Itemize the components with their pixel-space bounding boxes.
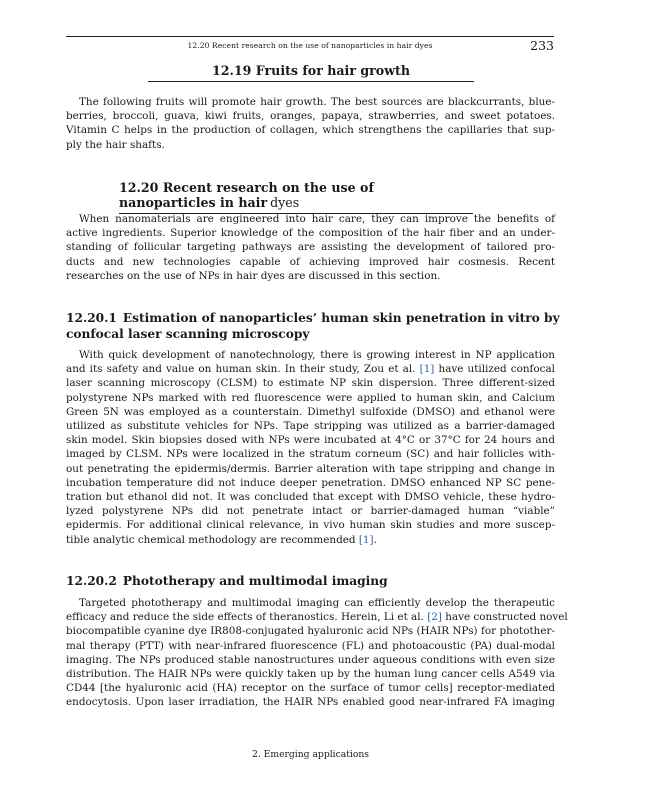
paragraph-nanomaterials <box>66 212 555 283</box>
text-line: distribution. The HAIR NPs were quickly taken up by the human lung cancer cells A549 via <box>66 668 555 681</box>
text-segment: . <box>373 533 377 546</box>
section-title-text: 12.20 Recent research on the use of nanoparticles in hair <box>119 180 374 210</box>
text-line: researches on the use of NPs in hair dyes are discussed in this section. <box>66 269 441 282</box>
subsection-number: 12.20.2 <box>66 574 117 588</box>
text-line: When nanomaterials are engineered into hair care, they can improve the benefits of <box>79 213 555 225</box>
section-title-text: 12.19 Fruits for hair growth <box>211 63 411 78</box>
text-line: utilized as substitute vehicles for NPs. Tape stripping was utilized as a barrier-damaged <box>66 420 555 433</box>
text-line: Vitamin C helps in the production of collagen, which strengthens the capillaries that sup- <box>66 124 555 137</box>
citation-link[interactable]: [1] <box>358 533 374 546</box>
subsection-12-20-1-title <box>66 310 560 342</box>
section-title-row <box>119 180 473 210</box>
text-line: ply the hair shafts. <box>66 138 165 151</box>
text-segment: have utilized confocal <box>438 363 555 376</box>
text-line: tration but ethanol did not. It was concluded that except with DMSO vehicle, these hydro- <box>66 491 555 504</box>
section-title-tail: dyes <box>270 195 300 210</box>
text-line: berries, broccoli, guava, kiwi fruits, oranges, papaya, strawberries, and sweet potatoes. <box>66 110 555 123</box>
text-line: standing of follicular targeting pathways are assisting the development of tailored pro- <box>66 241 555 254</box>
text-segment: efficacy and reduce the side effects of theranostics. Herein, Li et al. <box>66 611 424 624</box>
text-line: skin model. Skin biopsies dosed with NPs were incubated at 4°C or 37°C for 24 hours and <box>66 434 555 447</box>
text-line: CD44 [the hyaluronic acid (HA) receptor on the surface of tumor cells] receptor-mediated <box>66 682 555 695</box>
section-12-19-title <box>148 63 474 82</box>
header-rule <box>66 36 554 37</box>
subsection-title-line: Estimation of nanoparticles’ human skin penetration in vitro by <box>122 311 560 325</box>
text-line: polystyrene NPs marked with red fluorescence were applied to human skin, and Calcium <box>66 391 555 404</box>
section-12-20-title <box>119 180 473 214</box>
text-line: The following fruits will promote hair growth. The best sources are blackcurrants, blue- <box>79 96 555 108</box>
text-line: lyzed polystyrene NPs did not penetrate intact or barrier-damaged human “viable” <box>66 505 555 518</box>
text-line <box>66 533 555 547</box>
paragraph-phototherapy <box>66 596 568 710</box>
text-segment: tible analytic chemical methodology are recommended <box>66 533 356 546</box>
text-segment: have constructed novel <box>445 611 568 624</box>
paragraph-fruits <box>66 95 555 152</box>
text-line: laser scanning microscopy (CLSM) to estimate NP skin dispersion. Three different-sized <box>66 377 555 390</box>
text-line: Targeted phototherapy and multimodal imaging can efficiently develop the therapeutic <box>79 597 555 609</box>
text-segment: and its safety and value on human skin. In their study, Zou et al. <box>66 363 416 376</box>
text-line: epidermis. For additional clinical relevance, in vivo human skin studies and more suscep- <box>66 519 555 532</box>
running-footer: 2. Emerging applications <box>251 749 369 760</box>
text-line: imaged by CLSM. NPs were localized in the stratum corneum (SC) and hair follicles with- <box>66 448 555 461</box>
citation-link[interactable]: [2] <box>427 611 442 624</box>
running-head: 12.20 Recent research on the use of nanoparticles in hair dyes <box>187 41 433 50</box>
page-number: 233 <box>530 38 554 53</box>
text-line <box>66 362 555 376</box>
text-line: ducts and new technologies capable of achieving improved hair cosmesis. Recent <box>66 255 555 268</box>
paragraph-skin-penetration <box>66 348 555 547</box>
subsection-12-20-2-title <box>66 573 555 589</box>
text-line: active ingredients. Superior knowledge of the composition of the hair fiber and an under- <box>66 227 555 240</box>
subsection-number: 12.20.1 <box>66 311 117 325</box>
text-line: With quick development of nanotechnology, there is growing interest in NP application <box>79 349 555 361</box>
subsection-title-line: Phototherapy and multimodal imaging <box>122 574 388 588</box>
text-line: endocytosis. Upon laser irradiation, the HAIR NPs enabled good near-infrared FA imaging <box>66 696 555 709</box>
text-line: biocompatible cyanine dye IR808-conjugated hyaluronic acid NPs (HAIR NPs) for photother- <box>66 625 555 638</box>
text-line: out penetrating the epidermis/dermis. Barrier alteration with tape stripping and change in <box>66 462 555 475</box>
citation-link[interactable]: [1] <box>419 363 435 376</box>
title-underline <box>148 81 474 82</box>
text-line <box>66 610 568 624</box>
text-line: mal therapy (PTT) with near-infrared fluorescence (FL) and photoacoustic (PA) dual-modal <box>66 639 555 652</box>
text-line: incubation temperature did not induce deeper penetration. DMSO enhanced NP SC pene- <box>66 476 555 489</box>
text-line: Green 5N was employed as a counterstain. Dimethyl sulfoxide (DMSO) and ethanol were <box>66 405 555 418</box>
text-line: imaging. The NPs produced stable nanostructures under aqueous conditions with even size <box>66 653 555 666</box>
subsection-title-line: confocal laser scanning microscopy <box>66 327 310 341</box>
